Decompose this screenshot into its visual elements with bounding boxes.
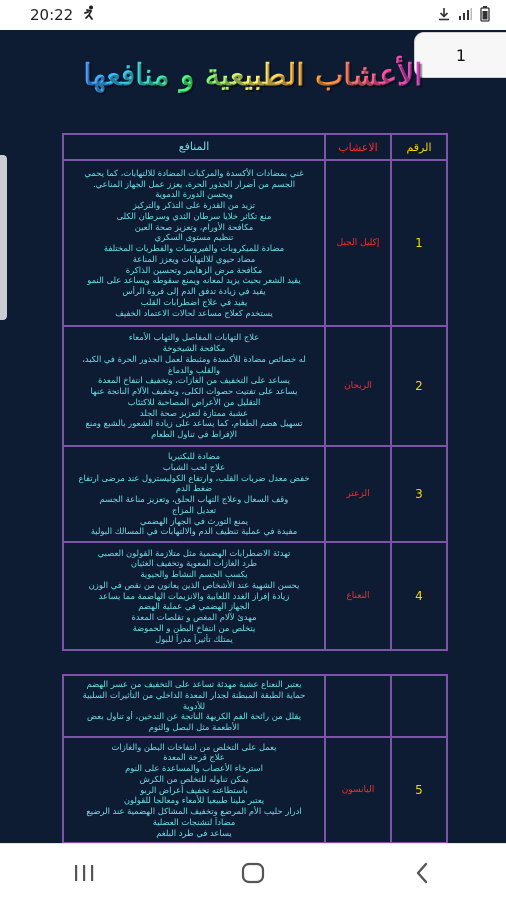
benefit-line: يمنع التورث في الجهاز الهضمي — [139, 515, 249, 526]
benefit-line: تزيد من القدرة على التذكر والتركيز — [132, 200, 256, 210]
table-row — [63, 737, 447, 843]
row-number: 5 — [391, 737, 447, 843]
benefit-line: يعتبر النعناع عشبة مهدئة تساعد على التخفيف من عسر الهضم — [86, 679, 302, 690]
benefit-line: علاج لحب الشباب — [162, 461, 226, 472]
signal-icon — [458, 7, 472, 24]
benefit-line: مفيدة في عملية تنظيف الدم والالتهابات في المسالك البولية — [90, 526, 298, 537]
row-herb: إكليل الجبل — [325, 160, 391, 326]
row-benefits — [63, 326, 325, 446]
benefit-line: مكافحة الأورام، وتعزيز صحة العين — [134, 221, 254, 232]
clock: 20:22 — [30, 6, 74, 24]
benefit-line: التقليل من الأعراض المصاحبة للاكتئاب — [127, 396, 261, 407]
table-row — [63, 675, 447, 737]
row-benefits — [63, 675, 325, 737]
row-herb — [325, 675, 391, 737]
benefit-line: ادرار حليب الأم المرضع وتخفيف المشاكل الهضمية عند الرضيع — [86, 806, 302, 817]
table-row — [63, 326, 447, 446]
running-activity-icon — [81, 5, 97, 25]
table-row — [63, 160, 447, 326]
benefit-line: والقلب والدماغ — [167, 364, 221, 375]
table-header-row — [63, 134, 447, 160]
home-icon — [240, 862, 266, 884]
row-number: 1 — [391, 160, 447, 326]
benefit-line: مضاد حيوي للالتهابات ويعزز المناعة — [132, 253, 256, 264]
row-number: 3 — [391, 446, 447, 542]
document-title: الأعشاب الطبيعية و منافعها — [40, 52, 466, 100]
benefit-line: ضغط الدم — [175, 483, 213, 494]
benefit-line: مكافحة مرض الزهايمر وتحسين الذاكرة — [125, 264, 263, 275]
benefit-line: منع تكاثر خلايا سرطان الثدي وسرطان الكلى — [116, 210, 272, 221]
row-number: 4 — [391, 542, 447, 650]
recent-apps-button[interactable] — [54, 853, 114, 893]
benefit-line: خفض معدل ضربات القلب، وارتفاع الكوليسترول عند مرضى ارتفاع — [78, 472, 310, 483]
benefit-line: له خصائص مضادة للأكسدة ومثبطة لعمل الجذور الحرة في الكبد، — [82, 353, 306, 364]
benefit-line: للأدوية — [182, 700, 206, 711]
benefit-line: طرد الغازات المعوية وتخفيف الغثيان — [130, 558, 258, 569]
benefit-line: تنظيم مستوى السكري — [154, 232, 234, 243]
row-benefits — [63, 160, 325, 326]
benefit-line: الجسم من أضرار الجذور الحرة، يعزز عمل الجهاز المناعي. — [92, 178, 296, 189]
benefit-line: يستخدم كعلاج مساعد لحالات الاعتماد الخفيف — [115, 307, 273, 318]
benefit-line: وقف السعال وعلاج التهاب الحلق، وتعزيز مناعة الجسم — [99, 494, 289, 504]
benefit-line: يتخلص من انتفاخ البطن و الحموضة — [132, 622, 256, 633]
benefit-line: يقلل من رائحة الفم الكريهة الناتجة عن التدخين، أو تناول بعض — [87, 711, 301, 722]
row-benefits — [63, 542, 325, 650]
row-herb: الزعتر — [325, 446, 391, 542]
benefit-line: يعمل على التخلص من انتفاخات البطن والغازات — [111, 741, 277, 752]
benefit-line: الإفراط في تناول الطعام — [151, 429, 237, 439]
benefit-line: زيادة إفراز الغدد اللعابية والانزيمات الهاضمة مما يساعد — [98, 590, 290, 601]
back-icon — [414, 862, 430, 884]
navigation-bar — [0, 843, 506, 901]
home-button[interactable] — [223, 853, 283, 893]
row-herb: النعناع — [325, 542, 391, 650]
benefit-line: استرخاء الأعصاب والمساعدة على النوم — [125, 763, 263, 774]
benefit-line: عشبة ممتازة لتعزيز صحة الجلد — [139, 407, 249, 418]
row-benefits — [63, 737, 325, 843]
benefit-line: تعديل المزاج — [171, 504, 217, 515]
row-benefits — [63, 446, 325, 542]
header-benefits: المنافع — [63, 134, 325, 160]
benefit-line: يمتلك تأثيراً مدراً للبول — [155, 633, 233, 644]
battery-icon — [480, 6, 490, 25]
recent-apps-icon — [72, 863, 96, 883]
benefit-line: مضاداً لتشنجات العضلية — [152, 816, 236, 827]
benefit-line: مهدئ لآلام المغص و تقلصات المعدة — [131, 612, 257, 623]
row-herb: اليانسون — [325, 737, 391, 843]
benefit-line: مكافحة الشيخوخة — [162, 343, 226, 353]
table-row — [63, 446, 447, 542]
benefit-line: علاج التهابات المفاصل والتهاب الأمعاء — [128, 332, 260, 343]
benefit-line: يساعد على تفتيت حصوات الكلى، وتخفيف الآلام الناتجة عنها — [90, 386, 298, 396]
benefit-line: يمكن تناوله للتخلص من الكرش — [139, 773, 249, 784]
benefit-line: يقيد الشعر بحيث يزيد لمعانه ويمنع سقوطه ويساعد على النمو — [87, 275, 301, 286]
download-icon — [438, 7, 450, 24]
status-right — [438, 6, 490, 25]
header-number: الرقم — [391, 134, 447, 160]
benefit-line: يفيد في زيادة تدفق الدم إلى فروة الرأس — [122, 286, 266, 296]
side-scroll-handle[interactable] — [0, 155, 7, 320]
herbs-table — [62, 133, 448, 651]
benefit-line: يساعد في طرد البلغم — [156, 827, 232, 838]
status-bar — [0, 0, 506, 30]
benefit-line: يحسن الشهية عند الأشخاص الذين يعانون من نقص في الوزن — [88, 579, 300, 590]
benefit-line: علاج قرحة المعدة — [163, 752, 225, 763]
benefit-line: مضادة للميكروبات والفيروسات والفطريات المختلفة — [103, 243, 285, 253]
benefit-line: مضادة للبكتيريا — [167, 451, 221, 461]
benefit-line: يساعد على التخفيف من الغازات، وتخفيف انتفاخ المعدة — [98, 375, 290, 386]
benefit-line: يكسب الجسم النشاط والحيوية — [140, 569, 248, 580]
benefit-line: تهدئة الاضطرابات الهضمية مثل متلازمة القولون العصبي — [97, 547, 291, 558]
benefit-line: يفيد في علاج اضطرابات القلب — [140, 296, 248, 307]
benefit-line: ويحسن الدورة الدموية — [155, 189, 233, 200]
benefit-line: غني بمضادات الأكسدة والمركبات المضادة للالتهابات، كما يحمي — [84, 167, 304, 178]
benefit-line: باستطاعته تخفيف أعراض الربو — [140, 784, 248, 795]
status-left — [30, 5, 97, 25]
back-button[interactable] — [392, 853, 452, 893]
header-herb: الاعشاب — [325, 134, 391, 160]
benefit-line: الجهاز الهضمي في عملية الهضم — [138, 601, 250, 612]
row-herb: الريحان — [325, 326, 391, 446]
row-number — [391, 675, 447, 737]
benefit-line: الأطعمة مثل البصل والثوم — [148, 722, 240, 733]
herbs-table-continued — [62, 674, 448, 844]
benefit-line: تسهيل هضم الطعام، كما يساعد على زيادة الشعور بالشبع ومنع — [85, 418, 303, 429]
table-row — [63, 542, 447, 650]
benefit-line: يعتبر ملينا طبيعيا للأمعاء ومعالجا للقولون — [123, 795, 265, 806]
row-number: 2 — [391, 326, 447, 446]
benefit-line: حماية الطبقة المبطنة لجدار المعدة الداخلي من التأثيرات السلبية — [82, 689, 306, 700]
